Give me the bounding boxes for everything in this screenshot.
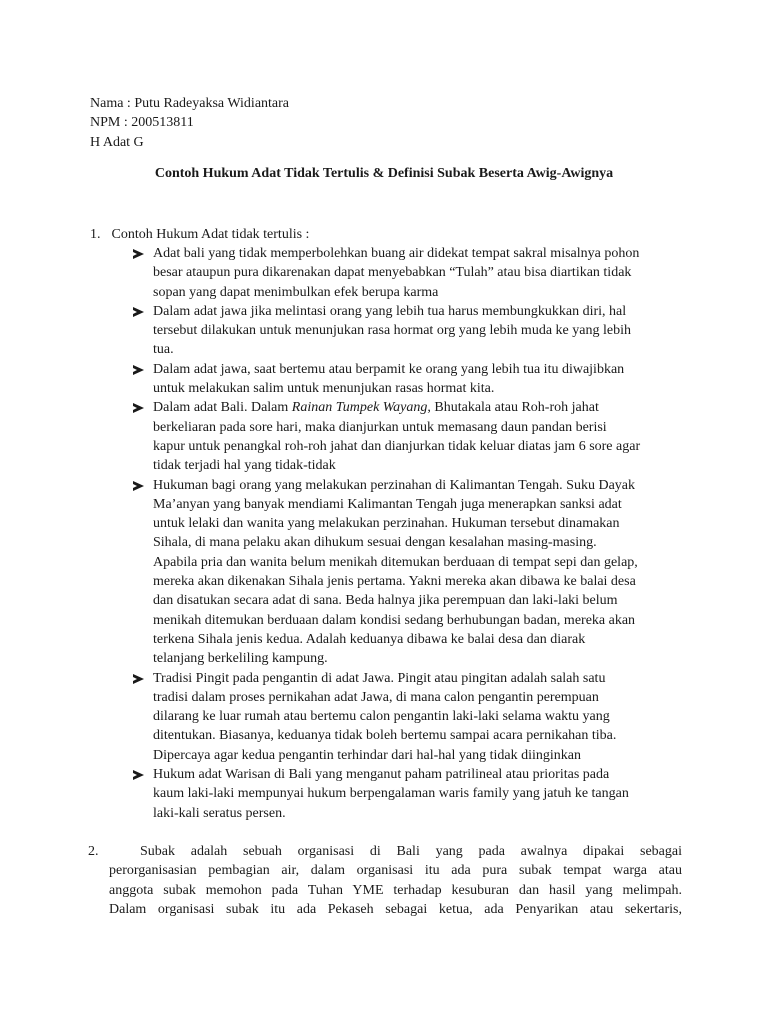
section-1-bullet-list (133, 244, 688, 823)
paragraph-line: Subak adalah sebuah organisasi di Bali yang pada awalnya dipakai sebagai (140, 844, 682, 859)
bullet-line: Apabila pria dan wanita belum menikah ditemukan berduaan di tempat sepi dan gelap, (153, 554, 638, 570)
bullet-line: berkeliaran pada sore hari, maka dianjurkan untuk memasang daun pandan berisi (153, 419, 607, 435)
bullet-line: sopan yang dapat menimbulkan efek berupa karma (153, 284, 439, 300)
bullet-line: Dalam adat jawa, saat bertemu atau berpamit ke orang yang lebih tua itu diwajibkan (153, 361, 625, 377)
bullet-line: tua. (153, 342, 174, 358)
paragraph-line: anggota subak memohon pada Tuhan YME terhadap kesuburan dan hasil yang melimpah. (109, 882, 682, 898)
bullet-line: tersebut dilakukan untuk menunjukan rasa hormat org yang lebih muda ke yang lebih (153, 323, 631, 339)
bullet-line: Sihala, di mana pelaku akan dihukum sesuai dengan kesalahan masing-masing. (153, 535, 597, 551)
arrow-bullet-icon (133, 770, 144, 780)
bullet-item (133, 398, 688, 475)
student-info (90, 94, 289, 152)
paragraph-line: perorganisasian pembagian air, dalam organisasi itu ada pura subak tempat warga atau (109, 863, 682, 879)
bullet-item (133, 360, 688, 399)
bullet-line: Dalam adat jawa jika melintasi orang yang lebih tua harus membungkukkan diri, hal (153, 303, 627, 319)
bullet-line: untuk lelaki dan wanita yang melakukan perzinahan. Hukuman tersebut dinamakan (153, 516, 620, 532)
name-line: Nama : Putu Radeyaksa Widiantara (90, 96, 290, 111)
bullet-line: menikah ditemukan berduaan dalam kondisi sedang berhubungan badan, mereka akan (153, 612, 636, 628)
class-line: H Adat G (90, 134, 144, 150)
bullet-item (133, 476, 688, 669)
document-title: Contoh Hukum Adat Tidak Tertulis & Definisi Subak Beserta Awig-Awignya (154, 166, 614, 181)
arrow-bullet-icon (133, 307, 144, 317)
bullet-line: laki-kali seratus persen. (153, 805, 286, 821)
section-1-heading (90, 225, 309, 244)
bullet-line: dilarang ke luar rumah atau bertemu calon pengantin laki-laki selama waktu yang (153, 709, 610, 725)
bullet-line: tidak terjadi hal yang tidak-tidak (153, 458, 336, 474)
bullet-tail-text: , Bhutakala atau Roh-roh jahat (427, 400, 599, 416)
bullet-line: kapur untuk penangkal roh-roh jahat dan dianjurkan tidak keluar diatas jam 6 sore agar (153, 438, 641, 454)
section-1-heading-text: Contoh Hukum Adat tidak tertulis : (111, 227, 310, 242)
bullet-item (133, 669, 688, 765)
bullet-line: Hukuman bagi orang yang melakukan perzinahan di Kalimantan Tengah. Suku Dayak (153, 477, 636, 493)
section-2-paragraph (109, 842, 682, 919)
bullet-item (133, 244, 688, 302)
bullet-italic-text: Rainan Tumpek Wayang (291, 400, 428, 416)
bullet-line: Hukum adat Warisan di Bali yang menganut paham patrilineal atau prioritas pada (153, 767, 610, 783)
bullet-line: Tradisi Pingit pada pengantin di adat Jawa. Pingit atau pingitan adalah salah satu (153, 670, 606, 686)
bullet-line: mereka akan dikenakan Sihala jenis pertama. Yakni mereka akan dibawa ke balai desa (153, 574, 636, 590)
section-2-number: 2. (88, 844, 99, 859)
bullet-line: Ma’anyan yang banyak mendiami Kalimantan Tengah juga menerapkan sanksi adat (153, 496, 622, 512)
bullet-line: ditentukan. Biasanya, keduanya tidak boleh bertemu sampai acara pernikahan tiba. (153, 728, 617, 744)
bullet-item (133, 302, 688, 360)
arrow-bullet-icon (133, 674, 144, 684)
arrow-bullet-icon (133, 365, 144, 375)
bullet-line: besar ataupun pura dikarenakan dapat menyebabkan “Tulah” atau bisa diartikan tidak (153, 265, 632, 281)
bullet-line: terkena Sihala jenis kedua. Adalah keduanya dibawa ke balai desa dan diarak (153, 631, 586, 647)
bullet-line: kaum laki-laki mempunyai hukum berpengalaman waris family yang jatuh ke tangan (153, 786, 629, 802)
bullet-line: Dipercaya agar kedua pengantin terhindar dari hal-hal yang tidak diinginkan (153, 747, 581, 763)
bullet-line: untuk melakukan salim untuk menunjukan rasas hormat kita. (153, 381, 495, 397)
bullet-lead-text: Dalam adat Bali. Dalam (153, 400, 292, 416)
bullet-item (133, 765, 688, 823)
arrow-bullet-icon (133, 249, 144, 259)
bullet-line: tradisi dalam proses pernikahan adat Jawa, di mana calon pengantin perempuan (153, 689, 599, 705)
bullet-line (153, 398, 688, 417)
bullet-line: Adat bali yang tidak memperbolehkan buang air didekat tempat sakral misalnya pohon (153, 246, 640, 261)
npm-line: NPM : 200513811 (90, 115, 194, 131)
bullet-line: dan disatukan secara adat di sana. Beda halnya jika perempuan dan laki-laki belum (153, 593, 618, 609)
section-1-number: 1. (90, 227, 101, 242)
paragraph-line: Dalam organisasi subak itu ada Pekaseh sebagai ketua, ada Penyarikan atau sekertaris, (109, 901, 682, 917)
arrow-bullet-icon (133, 481, 144, 491)
bullet-line: telanjang berkeliling kampung. (153, 651, 328, 667)
arrow-bullet-icon (133, 403, 144, 413)
